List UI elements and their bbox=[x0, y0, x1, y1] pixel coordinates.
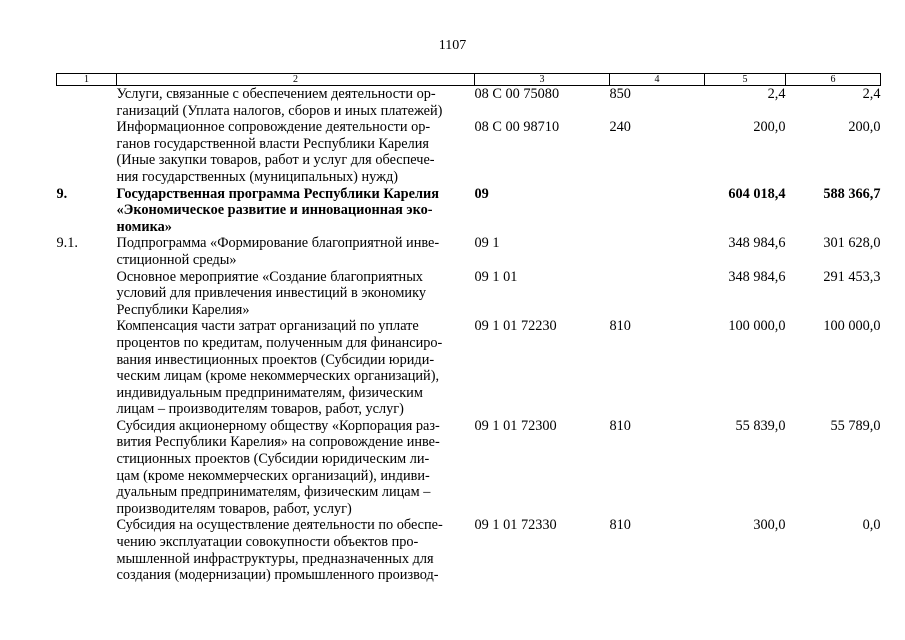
expense-type-code bbox=[610, 269, 705, 319]
expense-type-code: 850 bbox=[609, 86, 631, 102]
amount-column-5: 300,0 bbox=[753, 517, 786, 534]
budget-classification-code: 09 1 01 72300 bbox=[474, 417, 557, 434]
column-number: 4 bbox=[610, 74, 705, 86]
amount-column-6: 100 000,0 bbox=[823, 318, 881, 335]
budget-classification-code: 08 С 00 75080 bbox=[474, 86, 560, 102]
expense-type-code bbox=[610, 235, 705, 268]
amount-column-5: 100 000,0 bbox=[728, 318, 786, 335]
item-name: Субсидия акционерному обществу «Корпорация раз- вития Республики Карелия» на сопровождение инве- стиционных проектов (Субсидии юридическим ли- цам (кроме некоммерческих организаций), индиви- дуальным предпринимателям, физическим лицам – производителям товаров, работ, услуг) bbox=[116, 417, 440, 517]
budget-table bbox=[56, 73, 881, 584]
column-number: 2 bbox=[117, 74, 475, 86]
budget-classification-code: 09 1 01 bbox=[474, 268, 518, 285]
amount-column-6: 301 628,0 bbox=[823, 235, 881, 252]
table-row bbox=[57, 318, 881, 418]
column-number: 3 bbox=[475, 74, 610, 86]
item-name: Услуги, связанные с обеспечением деятельности ор- ганизаций (Уплата налогов, сборов и иных платежей) bbox=[116, 86, 443, 119]
page-number: 1107 bbox=[438, 38, 467, 53]
budget-classification-code: 09 1 01 72230 bbox=[474, 318, 557, 335]
expense-type-code: 240 bbox=[609, 119, 631, 136]
amount-column-6: 0,0 bbox=[862, 517, 881, 534]
column-number-row bbox=[57, 74, 881, 86]
row-number: 9. bbox=[56, 185, 68, 202]
row-number bbox=[57, 318, 117, 418]
column-number: 6 bbox=[786, 74, 881, 86]
amount-column-5: 2,4 bbox=[767, 86, 786, 102]
table-row bbox=[57, 186, 881, 236]
table-row bbox=[57, 517, 881, 583]
budget-classification-code: 09 1 bbox=[474, 235, 500, 252]
item-name: Основное мероприятие «Создание благоприятных условий для привлечения инвестиций в экономику Республики Карелия» bbox=[116, 268, 426, 318]
amount-column-6: 55 789,0 bbox=[830, 417, 881, 434]
budget-classification-code: 09 1 01 72330 bbox=[474, 517, 557, 534]
table-row bbox=[57, 119, 881, 185]
item-name: Государственная программа Республики Карелия «Экономическое развитие и инновационная эко- номика» bbox=[116, 185, 439, 235]
amount-column-5: 348 984,6 bbox=[728, 235, 786, 252]
item-name: Информационное сопровождение деятельности ор- ганов государственной власти Республики Карелия (Иные закупки товаров, работ и услуг для обеспече- ния государственных (муниципальных) нужд) bbox=[116, 119, 435, 185]
amount-column-5: 348 984,6 bbox=[728, 268, 786, 285]
amount-column-6: 291 453,3 bbox=[823, 268, 881, 285]
expense-type-code: 810 bbox=[609, 318, 631, 335]
row-number bbox=[57, 269, 117, 319]
budget-table-body bbox=[57, 86, 881, 584]
item-name: Субсидия на осуществление деятельности по обеспе- чению эксплуатации совокупности объектов про- мышленной инфраструктуры, предназначенных для создания (модернизации) промышленного производ- bbox=[116, 517, 443, 584]
row-number: 9.1. bbox=[56, 235, 78, 252]
amount-column-5: 55 839,0 bbox=[735, 417, 786, 434]
amount-column-6: 588 366,7 bbox=[823, 185, 881, 202]
row-number bbox=[57, 119, 117, 185]
table-row bbox=[57, 86, 881, 120]
row-number bbox=[57, 86, 117, 120]
amount-column-6: 2,4 bbox=[862, 86, 881, 102]
expense-type-code: 810 bbox=[609, 417, 631, 434]
table-row bbox=[57, 269, 881, 319]
column-number: 5 bbox=[705, 74, 786, 86]
budget-classification-code: 09 bbox=[474, 185, 489, 202]
table-row bbox=[57, 235, 881, 268]
column-number: 1 bbox=[57, 74, 117, 86]
amount-column-5: 200,0 bbox=[753, 119, 786, 136]
table-row bbox=[57, 418, 881, 518]
amount-column-5: 604 018,4 bbox=[728, 185, 786, 202]
amount-column-6: 200,0 bbox=[848, 119, 881, 136]
expense-type-code: 810 bbox=[609, 517, 631, 534]
row-number bbox=[57, 517, 117, 583]
row-number bbox=[57, 418, 117, 518]
budget-classification-code: 08 С 00 98710 bbox=[474, 119, 560, 136]
item-name: Подпрограмма «Формирование благоприятной инве- стиционной среды» bbox=[116, 235, 440, 268]
expense-type-code bbox=[610, 186, 705, 236]
item-name: Компенсация части затрат организаций по уплате процентов по кредитам, полученным для финансиро- вания инвестиционных проектов (Субсидии юриди- ческим лицам (кроме некоммерческих организаций), индивидуальным предпринимателям, физическим лицам – производителям товаров, работ, услуг) bbox=[116, 318, 443, 418]
